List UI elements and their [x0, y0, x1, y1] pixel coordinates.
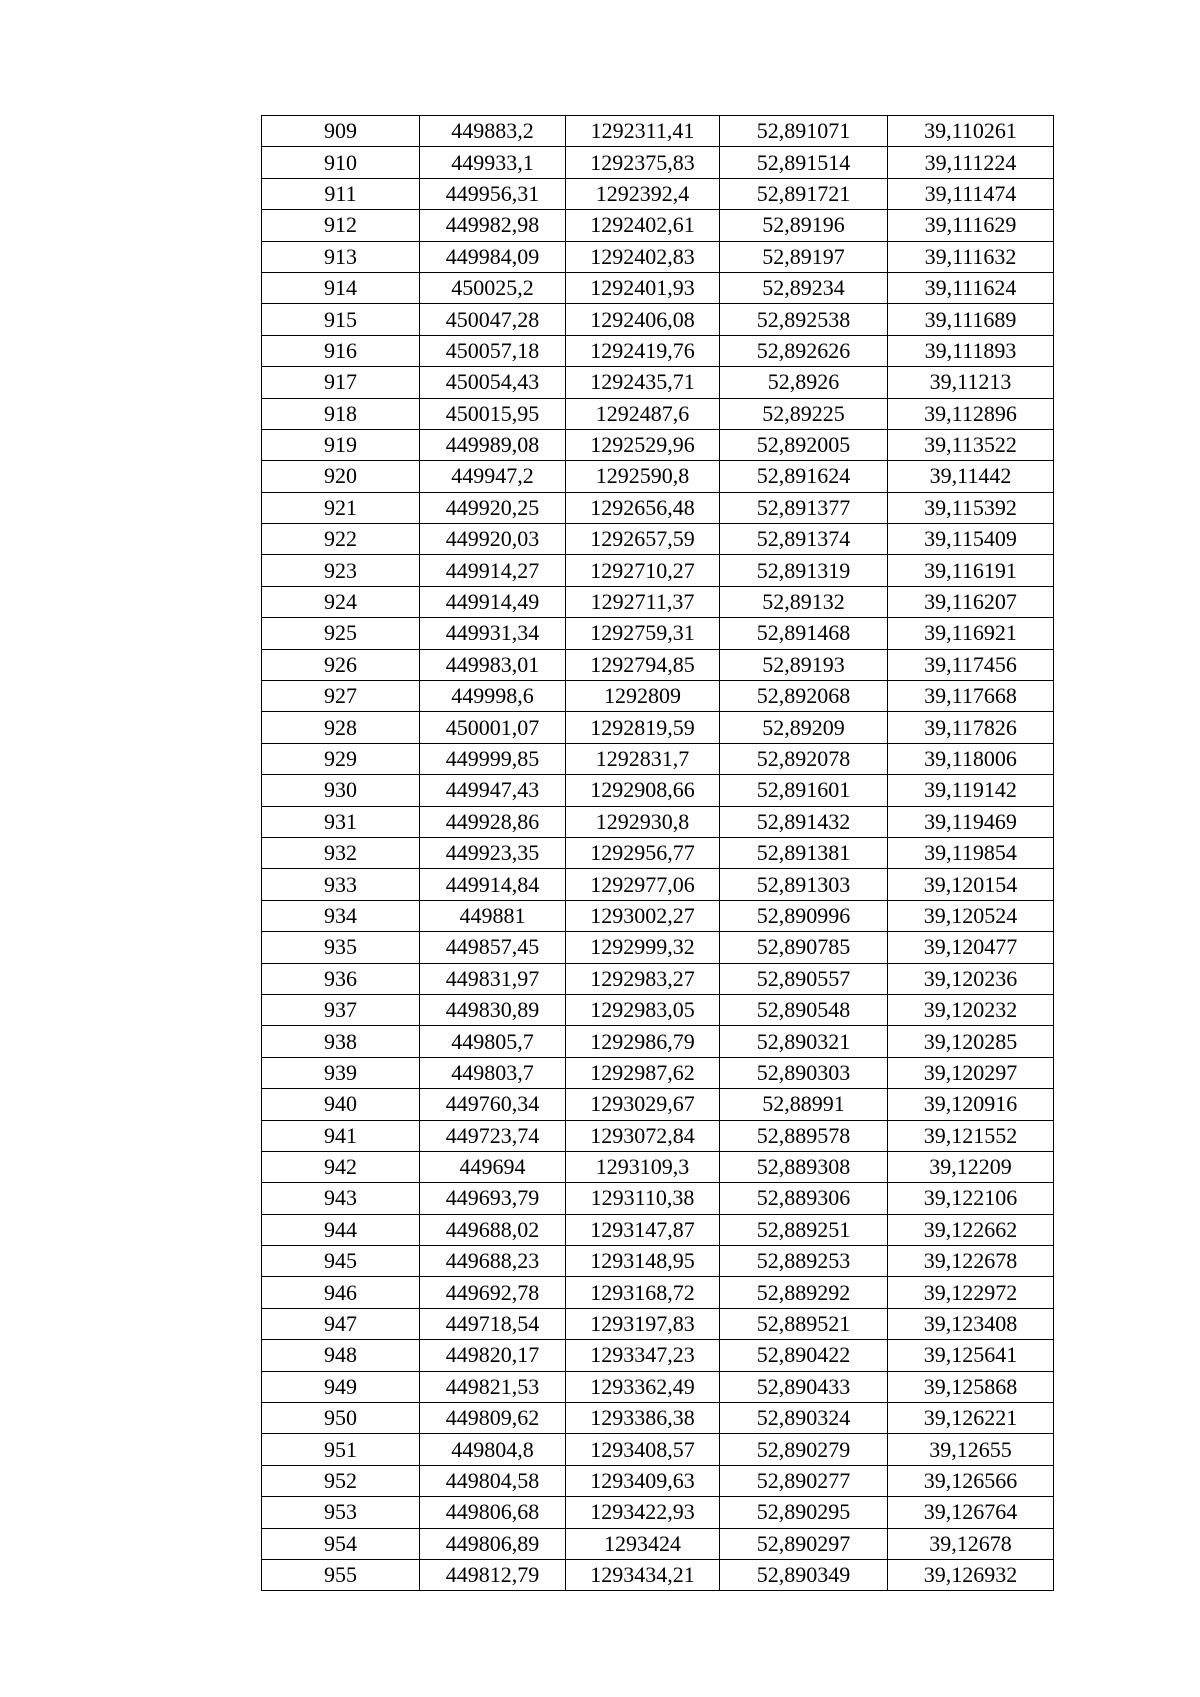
longitude-cell: 39,111629: [888, 210, 1054, 241]
point-number-cell: 911: [262, 178, 420, 209]
table-row: [262, 178, 1054, 209]
y-coordinate-cell: 1292710,27: [566, 555, 720, 586]
longitude-cell: 39,122972: [888, 1277, 1054, 1308]
latitude-cell: 52,889253: [720, 1246, 888, 1277]
point-number-cell: 948: [262, 1340, 420, 1371]
x-coordinate-cell: 449806,89: [420, 1528, 566, 1559]
latitude-cell: 52,89196: [720, 210, 888, 241]
point-number-cell: 934: [262, 900, 420, 931]
longitude-cell: 39,11442: [888, 461, 1054, 492]
table-row: [262, 272, 1054, 303]
point-number-cell: 929: [262, 743, 420, 774]
table-row: [262, 304, 1054, 335]
table-row: [262, 492, 1054, 523]
latitude-cell: 52,890321: [720, 1026, 888, 1057]
y-coordinate-cell: 1292759,31: [566, 618, 720, 649]
latitude-cell: 52,891514: [720, 147, 888, 178]
latitude-cell: 52,890433: [720, 1371, 888, 1402]
table-row: [262, 1183, 1054, 1214]
y-coordinate-cell: 1293424: [566, 1528, 720, 1559]
latitude-cell: 52,89193: [720, 649, 888, 680]
latitude-cell: 52,889251: [720, 1214, 888, 1245]
point-number-cell: 953: [262, 1497, 420, 1528]
x-coordinate-cell: 449914,84: [420, 869, 566, 900]
point-number-cell: 930: [262, 775, 420, 806]
x-coordinate-cell: 450015,95: [420, 398, 566, 429]
longitude-cell: 39,120154: [888, 869, 1054, 900]
point-number-cell: 919: [262, 429, 420, 460]
point-number-cell: 946: [262, 1277, 420, 1308]
table-row: [262, 1559, 1054, 1590]
table-row: [262, 1151, 1054, 1182]
point-number-cell: 923: [262, 555, 420, 586]
x-coordinate-cell: 449999,85: [420, 743, 566, 774]
latitude-cell: 52,892068: [720, 681, 888, 712]
longitude-cell: 39,118006: [888, 743, 1054, 774]
point-number-cell: 936: [262, 963, 420, 994]
x-coordinate-cell: 449831,97: [420, 963, 566, 994]
table-row: [262, 1403, 1054, 1434]
point-number-cell: 949: [262, 1371, 420, 1402]
y-coordinate-cell: 1293029,67: [566, 1089, 720, 1120]
longitude-cell: 39,126566: [888, 1465, 1054, 1496]
y-coordinate-cell: 1292656,48: [566, 492, 720, 523]
latitude-cell: 52,890422: [720, 1340, 888, 1371]
x-coordinate-cell: 449760,34: [420, 1089, 566, 1120]
y-coordinate-cell: 1292908,66: [566, 775, 720, 806]
latitude-cell: 52,890557: [720, 963, 888, 994]
longitude-cell: 39,126764: [888, 1497, 1054, 1528]
latitude-cell: 52,891601: [720, 775, 888, 806]
y-coordinate-cell: 1292711,37: [566, 586, 720, 617]
point-number-cell: 935: [262, 932, 420, 963]
point-number-cell: 950: [262, 1403, 420, 1434]
table-row: [262, 775, 1054, 806]
x-coordinate-cell: 449928,86: [420, 806, 566, 837]
table-row: [262, 524, 1054, 555]
y-coordinate-cell: 1293434,21: [566, 1559, 720, 1590]
table-row: [262, 649, 1054, 680]
x-coordinate-cell: 449914,49: [420, 586, 566, 617]
y-coordinate-cell: 1292809: [566, 681, 720, 712]
table-row: [262, 335, 1054, 366]
longitude-cell: 39,120477: [888, 932, 1054, 963]
point-number-cell: 915: [262, 304, 420, 335]
longitude-cell: 39,116207: [888, 586, 1054, 617]
x-coordinate-cell: 449933,1: [420, 147, 566, 178]
point-number-cell: 939: [262, 1057, 420, 1088]
point-number-cell: 952: [262, 1465, 420, 1496]
x-coordinate-cell: 449693,79: [420, 1183, 566, 1214]
x-coordinate-cell: 449956,31: [420, 178, 566, 209]
point-number-cell: 928: [262, 712, 420, 743]
longitude-cell: 39,117668: [888, 681, 1054, 712]
longitude-cell: 39,122662: [888, 1214, 1054, 1245]
latitude-cell: 52,891071: [720, 116, 888, 147]
latitude-cell: 52,892538: [720, 304, 888, 335]
point-number-cell: 914: [262, 272, 420, 303]
longitude-cell: 39,111224: [888, 147, 1054, 178]
x-coordinate-cell: 449983,01: [420, 649, 566, 680]
table-row: [262, 1465, 1054, 1496]
latitude-cell: 52,8926: [720, 367, 888, 398]
point-number-cell: 926: [262, 649, 420, 680]
y-coordinate-cell: 1292999,32: [566, 932, 720, 963]
table-row: [262, 586, 1054, 617]
point-number-cell: 943: [262, 1183, 420, 1214]
x-coordinate-cell: 449920,03: [420, 524, 566, 555]
table-row: [262, 618, 1054, 649]
latitude-cell: 52,891624: [720, 461, 888, 492]
y-coordinate-cell: 1292831,7: [566, 743, 720, 774]
y-coordinate-cell: 1292401,93: [566, 272, 720, 303]
latitude-cell: 52,891319: [720, 555, 888, 586]
latitude-cell: 52,890295: [720, 1497, 888, 1528]
table-row: [262, 1340, 1054, 1371]
point-number-cell: 916: [262, 335, 420, 366]
table-row: [262, 1371, 1054, 1402]
table-row: [262, 398, 1054, 429]
latitude-cell: 52,891303: [720, 869, 888, 900]
latitude-cell: 52,891374: [720, 524, 888, 555]
longitude-cell: 39,111689: [888, 304, 1054, 335]
latitude-cell: 52,89234: [720, 272, 888, 303]
x-coordinate-cell: 449883,2: [420, 116, 566, 147]
latitude-cell: 52,889306: [720, 1183, 888, 1214]
y-coordinate-cell: 1293109,3: [566, 1151, 720, 1182]
y-coordinate-cell: 1292930,8: [566, 806, 720, 837]
latitude-cell: 52,89197: [720, 241, 888, 272]
latitude-cell: 52,88991: [720, 1089, 888, 1120]
point-number-cell: 910: [262, 147, 420, 178]
longitude-cell: 39,110261: [888, 116, 1054, 147]
y-coordinate-cell: 1292375,83: [566, 147, 720, 178]
x-coordinate-cell: 449931,34: [420, 618, 566, 649]
longitude-cell: 39,120236: [888, 963, 1054, 994]
y-coordinate-cell: 1292986,79: [566, 1026, 720, 1057]
x-coordinate-cell: 449821,53: [420, 1371, 566, 1402]
y-coordinate-cell: 1293110,38: [566, 1183, 720, 1214]
table-row: [262, 116, 1054, 147]
x-coordinate-cell: 449803,7: [420, 1057, 566, 1088]
table-row: [262, 147, 1054, 178]
point-number-cell: 933: [262, 869, 420, 900]
latitude-cell: 52,890996: [720, 900, 888, 931]
longitude-cell: 39,119469: [888, 806, 1054, 837]
y-coordinate-cell: 1292311,41: [566, 116, 720, 147]
x-coordinate-cell: 449688,02: [420, 1214, 566, 1245]
latitude-cell: 52,892078: [720, 743, 888, 774]
y-coordinate-cell: 1293386,38: [566, 1403, 720, 1434]
x-coordinate-cell: 449947,2: [420, 461, 566, 492]
point-number-cell: 947: [262, 1308, 420, 1339]
y-coordinate-cell: 1293168,72: [566, 1277, 720, 1308]
table-row: [262, 1026, 1054, 1057]
table-row: [262, 681, 1054, 712]
y-coordinate-cell: 1293347,23: [566, 1340, 720, 1371]
latitude-cell: 52,890297: [720, 1528, 888, 1559]
longitude-cell: 39,115392: [888, 492, 1054, 523]
table-row: [262, 1277, 1054, 1308]
point-number-cell: 909: [262, 116, 420, 147]
y-coordinate-cell: 1292392,4: [566, 178, 720, 209]
latitude-cell: 52,890785: [720, 932, 888, 963]
longitude-cell: 39,119142: [888, 775, 1054, 806]
longitude-cell: 39,122106: [888, 1183, 1054, 1214]
coordinates-table-body: [262, 116, 1054, 1591]
y-coordinate-cell: 1292794,85: [566, 649, 720, 680]
longitude-cell: 39,120524: [888, 900, 1054, 931]
point-number-cell: 932: [262, 837, 420, 868]
latitude-cell: 52,892626: [720, 335, 888, 366]
table-row: [262, 837, 1054, 868]
x-coordinate-cell: 450025,2: [420, 272, 566, 303]
x-coordinate-cell: 449920,25: [420, 492, 566, 523]
longitude-cell: 39,117456: [888, 649, 1054, 680]
longitude-cell: 39,113522: [888, 429, 1054, 460]
latitude-cell: 52,890279: [720, 1434, 888, 1465]
table-row: [262, 1246, 1054, 1277]
point-number-cell: 927: [262, 681, 420, 712]
x-coordinate-cell: 449984,09: [420, 241, 566, 272]
table-row: [262, 367, 1054, 398]
x-coordinate-cell: 450057,18: [420, 335, 566, 366]
y-coordinate-cell: 1293362,49: [566, 1371, 720, 1402]
point-number-cell: 940: [262, 1089, 420, 1120]
x-coordinate-cell: 449694: [420, 1151, 566, 1182]
x-coordinate-cell: 449688,23: [420, 1246, 566, 1277]
point-number-cell: 942: [262, 1151, 420, 1182]
point-number-cell: 937: [262, 994, 420, 1025]
x-coordinate-cell: 449804,8: [420, 1434, 566, 1465]
latitude-cell: 52,889308: [720, 1151, 888, 1182]
latitude-cell: 52,891721: [720, 178, 888, 209]
x-coordinate-cell: 450047,28: [420, 304, 566, 335]
x-coordinate-cell: 449820,17: [420, 1340, 566, 1371]
y-coordinate-cell: 1292657,59: [566, 524, 720, 555]
table-row: [262, 1089, 1054, 1120]
latitude-cell: 52,890277: [720, 1465, 888, 1496]
x-coordinate-cell: 449692,78: [420, 1277, 566, 1308]
point-number-cell: 944: [262, 1214, 420, 1245]
longitude-cell: 39,12655: [888, 1434, 1054, 1465]
x-coordinate-cell: 449809,62: [420, 1403, 566, 1434]
longitude-cell: 39,12678: [888, 1528, 1054, 1559]
longitude-cell: 39,111632: [888, 241, 1054, 272]
longitude-cell: 39,120297: [888, 1057, 1054, 1088]
y-coordinate-cell: 1292529,96: [566, 429, 720, 460]
x-coordinate-cell: 449723,74: [420, 1120, 566, 1151]
longitude-cell: 39,112896: [888, 398, 1054, 429]
longitude-cell: 39,123408: [888, 1308, 1054, 1339]
point-number-cell: 931: [262, 806, 420, 837]
y-coordinate-cell: 1293072,84: [566, 1120, 720, 1151]
y-coordinate-cell: 1292419,76: [566, 335, 720, 366]
latitude-cell: 52,89209: [720, 712, 888, 743]
x-coordinate-cell: 449805,7: [420, 1026, 566, 1057]
table-row: [262, 1528, 1054, 1559]
longitude-cell: 39,120232: [888, 994, 1054, 1025]
table-row: [262, 900, 1054, 931]
table-row: [262, 963, 1054, 994]
point-number-cell: 920: [262, 461, 420, 492]
longitude-cell: 39,126932: [888, 1559, 1054, 1590]
table-row: [262, 210, 1054, 241]
y-coordinate-cell: 1293148,95: [566, 1246, 720, 1277]
x-coordinate-cell: 449923,35: [420, 837, 566, 868]
table-row: [262, 1308, 1054, 1339]
latitude-cell: 52,889292: [720, 1277, 888, 1308]
x-coordinate-cell: 449812,79: [420, 1559, 566, 1590]
latitude-cell: 52,889578: [720, 1120, 888, 1151]
longitude-cell: 39,11213: [888, 367, 1054, 398]
longitude-cell: 39,12209: [888, 1151, 1054, 1182]
table-row: [262, 932, 1054, 963]
longitude-cell: 39,111474: [888, 178, 1054, 209]
latitude-cell: 52,890349: [720, 1559, 888, 1590]
x-coordinate-cell: 449718,54: [420, 1308, 566, 1339]
table-row: [262, 806, 1054, 837]
longitude-cell: 39,122678: [888, 1246, 1054, 1277]
x-coordinate-cell: 450001,07: [420, 712, 566, 743]
longitude-cell: 39,121552: [888, 1120, 1054, 1151]
point-number-cell: 924: [262, 586, 420, 617]
latitude-cell: 52,890303: [720, 1057, 888, 1088]
point-number-cell: 917: [262, 367, 420, 398]
x-coordinate-cell: 449989,08: [420, 429, 566, 460]
x-coordinate-cell: 449830,89: [420, 994, 566, 1025]
longitude-cell: 39,120285: [888, 1026, 1054, 1057]
y-coordinate-cell: 1292819,59: [566, 712, 720, 743]
y-coordinate-cell: 1292956,77: [566, 837, 720, 868]
latitude-cell: 52,889521: [720, 1308, 888, 1339]
table-row: [262, 743, 1054, 774]
y-coordinate-cell: 1292977,06: [566, 869, 720, 900]
point-number-cell: 925: [262, 618, 420, 649]
point-number-cell: 941: [262, 1120, 420, 1151]
coordinates-table: [261, 115, 1054, 1591]
x-coordinate-cell: 449857,45: [420, 932, 566, 963]
table-row: [262, 555, 1054, 586]
longitude-cell: 39,116921: [888, 618, 1054, 649]
point-number-cell: 912: [262, 210, 420, 241]
x-coordinate-cell: 449982,98: [420, 210, 566, 241]
longitude-cell: 39,115409: [888, 524, 1054, 555]
table-row: [262, 869, 1054, 900]
table-row: [262, 1214, 1054, 1245]
x-coordinate-cell: 449881: [420, 900, 566, 931]
longitude-cell: 39,111893: [888, 335, 1054, 366]
longitude-cell: 39,111624: [888, 272, 1054, 303]
point-number-cell: 921: [262, 492, 420, 523]
latitude-cell: 52,891377: [720, 492, 888, 523]
longitude-cell: 39,125641: [888, 1340, 1054, 1371]
latitude-cell: 52,892005: [720, 429, 888, 460]
table-row: [262, 1120, 1054, 1151]
x-coordinate-cell: 449998,6: [420, 681, 566, 712]
x-coordinate-cell: 450054,43: [420, 367, 566, 398]
point-number-cell: 918: [262, 398, 420, 429]
x-coordinate-cell: 449804,58: [420, 1465, 566, 1496]
point-number-cell: 913: [262, 241, 420, 272]
latitude-cell: 52,890548: [720, 994, 888, 1025]
table-row: [262, 994, 1054, 1025]
point-number-cell: 954: [262, 1528, 420, 1559]
y-coordinate-cell: 1293002,27: [566, 900, 720, 931]
longitude-cell: 39,116191: [888, 555, 1054, 586]
y-coordinate-cell: 1293408,57: [566, 1434, 720, 1465]
longitude-cell: 39,125868: [888, 1371, 1054, 1402]
table-row: [262, 1434, 1054, 1465]
y-coordinate-cell: 1293422,93: [566, 1497, 720, 1528]
latitude-cell: 52,89225: [720, 398, 888, 429]
table-row: [262, 461, 1054, 492]
longitude-cell: 39,119854: [888, 837, 1054, 868]
x-coordinate-cell: 449914,27: [420, 555, 566, 586]
longitude-cell: 39,120916: [888, 1089, 1054, 1120]
y-coordinate-cell: 1292406,08: [566, 304, 720, 335]
point-number-cell: 938: [262, 1026, 420, 1057]
y-coordinate-cell: 1292590,8: [566, 461, 720, 492]
y-coordinate-cell: 1292987,62: [566, 1057, 720, 1088]
point-number-cell: 922: [262, 524, 420, 555]
y-coordinate-cell: 1293197,83: [566, 1308, 720, 1339]
y-coordinate-cell: 1292435,71: [566, 367, 720, 398]
y-coordinate-cell: 1292983,27: [566, 963, 720, 994]
latitude-cell: 52,89132: [720, 586, 888, 617]
longitude-cell: 39,126221: [888, 1403, 1054, 1434]
x-coordinate-cell: 449947,43: [420, 775, 566, 806]
latitude-cell: 52,891468: [720, 618, 888, 649]
table-row: [262, 241, 1054, 272]
latitude-cell: 52,891381: [720, 837, 888, 868]
table-row: [262, 1497, 1054, 1528]
y-coordinate-cell: 1292487,6: [566, 398, 720, 429]
point-number-cell: 955: [262, 1559, 420, 1590]
point-number-cell: 951: [262, 1434, 420, 1465]
y-coordinate-cell: 1293409,63: [566, 1465, 720, 1496]
table-row: [262, 712, 1054, 743]
y-coordinate-cell: 1292402,83: [566, 241, 720, 272]
y-coordinate-cell: 1292983,05: [566, 994, 720, 1025]
table-row: [262, 429, 1054, 460]
y-coordinate-cell: 1293147,87: [566, 1214, 720, 1245]
table-row: [262, 1057, 1054, 1088]
latitude-cell: 52,890324: [720, 1403, 888, 1434]
latitude-cell: 52,891432: [720, 806, 888, 837]
x-coordinate-cell: 449806,68: [420, 1497, 566, 1528]
longitude-cell: 39,117826: [888, 712, 1054, 743]
point-number-cell: 945: [262, 1246, 420, 1277]
y-coordinate-cell: 1292402,61: [566, 210, 720, 241]
